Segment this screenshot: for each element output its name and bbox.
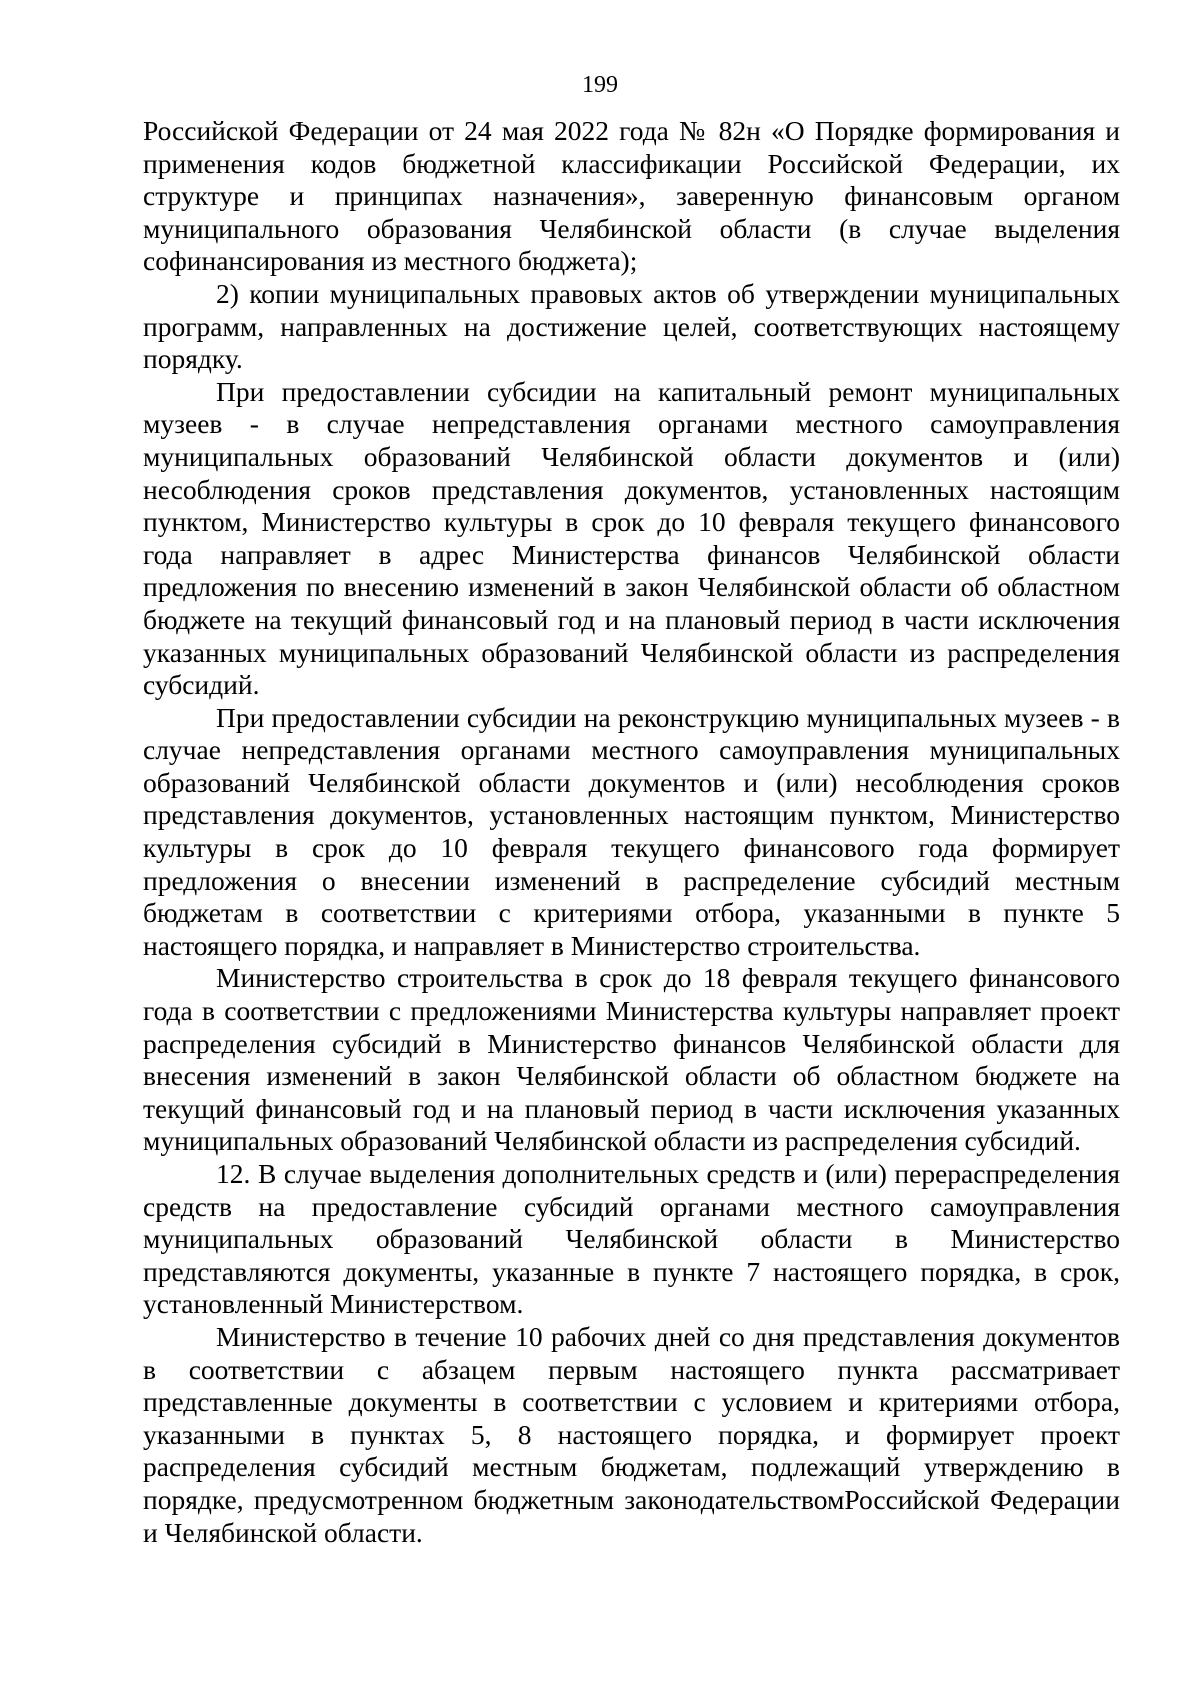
paragraph-reconstruction: При предоставлении субсидии на реконструкцию муниципальных музеев - в случае непредставления органами местного самоуправления муниципальных образований Челябинской области документов и (или) несоблюдения сроков представления документов, установленных настоящим пунктом, Министерство культуры в срок до 10 февраля текущего финансового года формирует предложения о внесении изменений в распределение субсидий местным бюджетам в соответствии с критериями отбора, указанными в пункте 5 настоящего порядка, и направляет в Министерство строительства. (143, 701, 1120, 961)
paragraph-ministry-construction: Министерство строительства в срок до 18 февраля текущего финансового года в соответствии с предложениями Министерства культуры направляет проект распределения субсидий в Министерство финансов Челябинской области для внесения изменений в закон Челябинской области об областном бюджете на текущий финансовый год и на плановый период в части исключения указанных муниципальных образований Челябинской области из распределения субсидий. (143, 962, 1120, 1157)
paragraph-ministry-review: Министерство в течение 10 рабочих дней со дня представления документов в соответствии с абзацем первым настоящего пункта рассматривает представленные документы в соответствии с условием и критериями отбора, указанными в пунктах 5, 8 настоящего порядка, и формирует проект распределения субсидий местным бюджетам, подлежащий утверждению в порядке, предусмотренном бюджетным законодательствомРоссийской Федерации и Челябинской области. (143, 1320, 1120, 1548)
paragraph-item-2: 2) копии муниципальных правовых актов об утверждении муниципальных программ, направленных на достижение целей, соответствующих настоящему порядку. (143, 277, 1120, 375)
paragraph-capital-repair: При предоставлении субсидии на капитальный ремонт муниципальных музеев - в случае непредставления органами местного самоуправления муниципальных образований Челябинской области документов и (или) несоблюдения сроков представления документов, установленных настоящим пунктом, Министерство культуры в срок до 10 февраля текущего финансового года направляет в адрес Министерства финансов Челябинской области предложения по внесению изменений в закон Челябинской области об областном бюджете на текущий финансовый год и на плановый период в части исключения указанных муниципальных образований Челябинской области из распределения субсидий. (143, 375, 1120, 701)
paragraph-continuation: Российской Федерации от 24 мая 2022 года № 82н «О Порядке формирования и применения кодов бюджетной классификации Российской Федерации, их структуре и принципах назначения», заверенную финансовым органом муниципального образования Челябинской области (в случае выделения софинансирования из местного бюджета); (143, 115, 1120, 277)
page-number: 199 (582, 72, 618, 98)
document-body (143, 115, 1120, 1549)
paragraph-clause-12: 12. В случае выделения дополнительных средств и (или) перераспределения средств на предоставление субсидий органами местного самоуправления муниципальных образований Челябинской области в Министерство представляются документы, указанные в пункте 7 настоящего порядка, в срок, установленный Министерством. (143, 1158, 1120, 1320)
